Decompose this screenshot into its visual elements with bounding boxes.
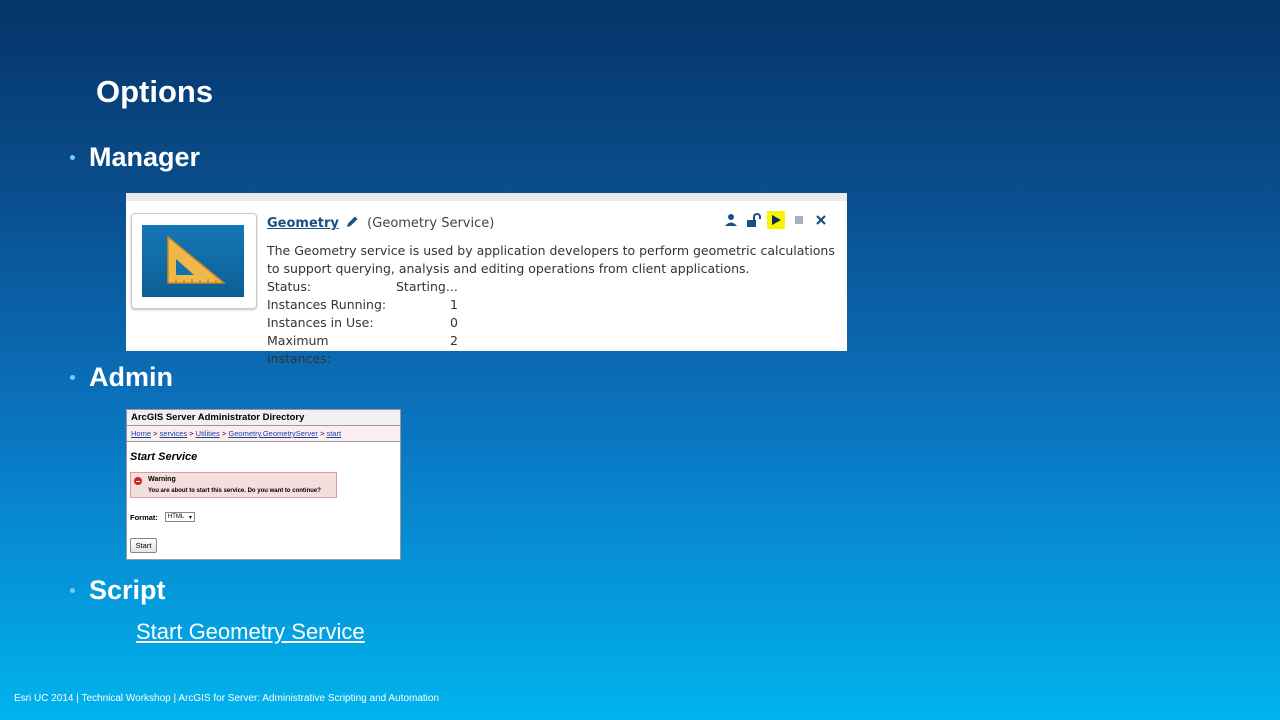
- crumb-services[interactable]: services: [159, 429, 188, 438]
- bullet-dot: [70, 155, 75, 160]
- admin-directory-panel: [126, 409, 401, 560]
- bullet-dot: [70, 588, 75, 593]
- format-select[interactable]: [165, 512, 195, 522]
- admin-header: ArcGIS Server Administrator Directory: [127, 410, 400, 426]
- bullet-script-label: Script: [89, 575, 166, 605]
- stop-icon[interactable]: [791, 212, 807, 228]
- bullet-dot: [70, 375, 75, 380]
- crumb-separator: >: [219, 429, 229, 438]
- bullet-script: [70, 575, 166, 606]
- instances-in-use-row: [267, 314, 466, 332]
- format-label: Format:: [130, 512, 158, 522]
- crumb-home[interactable]: Home: [131, 429, 152, 438]
- crumb-start[interactable]: start: [326, 429, 342, 438]
- service-name-link[interactable]: Geometry: [267, 216, 339, 231]
- edit-pencil-icon[interactable]: [345, 215, 359, 229]
- row-label: Maximum Instances:: [267, 333, 331, 366]
- service-thumbnail[interactable]: [131, 213, 257, 309]
- chevron-down-icon: ▾: [188, 514, 192, 521]
- row-label: Status:: [267, 279, 312, 294]
- bullet-manager: [70, 142, 200, 173]
- error-icon: [134, 477, 142, 485]
- maximum-instances-row: [267, 332, 466, 368]
- unlock-icon[interactable]: [745, 212, 761, 228]
- play-icon[interactable]: [767, 211, 785, 229]
- service-header: [267, 215, 494, 231]
- format-select-value: HTML: [167, 514, 185, 520]
- warning-title: Warning: [148, 476, 176, 483]
- bullet-admin: [70, 362, 173, 393]
- status-row: [267, 278, 466, 296]
- crumb-separator: >: [317, 429, 327, 438]
- person-icon[interactable]: [723, 212, 739, 228]
- row-value: 1: [450, 297, 458, 312]
- bullet-manager-label: Manager: [89, 142, 201, 172]
- close-icon[interactable]: [813, 212, 829, 228]
- crumb-utilities[interactable]: Utilities: [195, 429, 220, 438]
- warning-message: You are about to start this service. Do you want to continue?: [148, 488, 321, 494]
- manager-service-panel: [126, 193, 847, 366]
- row-label: Instances in Use:: [267, 315, 374, 330]
- slide-title: Options: [96, 74, 214, 109]
- slide-footer: Esri UC 2014 | Technical Workshop | ArcGIS for Server: Administrative Scripting and Automation: [14, 693, 440, 704]
- status-value: Starting...: [396, 279, 458, 294]
- row-value: 0: [450, 315, 458, 330]
- crumb-separator: >: [151, 429, 160, 438]
- service-description: The Geometry service is used by application developers to perform geometric calculations to support querying, analysis and editing operations from client applications.: [267, 243, 835, 276]
- row-label: Instances Running:: [267, 297, 387, 312]
- instances-running-row: [267, 296, 466, 314]
- format-row: [130, 512, 195, 522]
- crumb-separator: >: [187, 429, 196, 438]
- breadcrumb: [127, 426, 400, 442]
- triangle-ruler-icon: [142, 225, 244, 297]
- admin-page-title: Start Service: [130, 451, 198, 463]
- start-geometry-service-link[interactable]: Start Geometry Service: [136, 619, 365, 644]
- service-toolbar: [723, 211, 829, 229]
- row-value: 2: [450, 333, 458, 348]
- start-button[interactable]: Start: [130, 538, 157, 553]
- warning-box: [130, 472, 337, 498]
- service-stats: [267, 278, 466, 368]
- bullet-admin-label: Admin: [89, 362, 173, 392]
- service-type: (Geometry Service): [367, 216, 495, 231]
- crumb-geometry-server[interactable]: Geometry.GeometryServer: [228, 429, 318, 438]
